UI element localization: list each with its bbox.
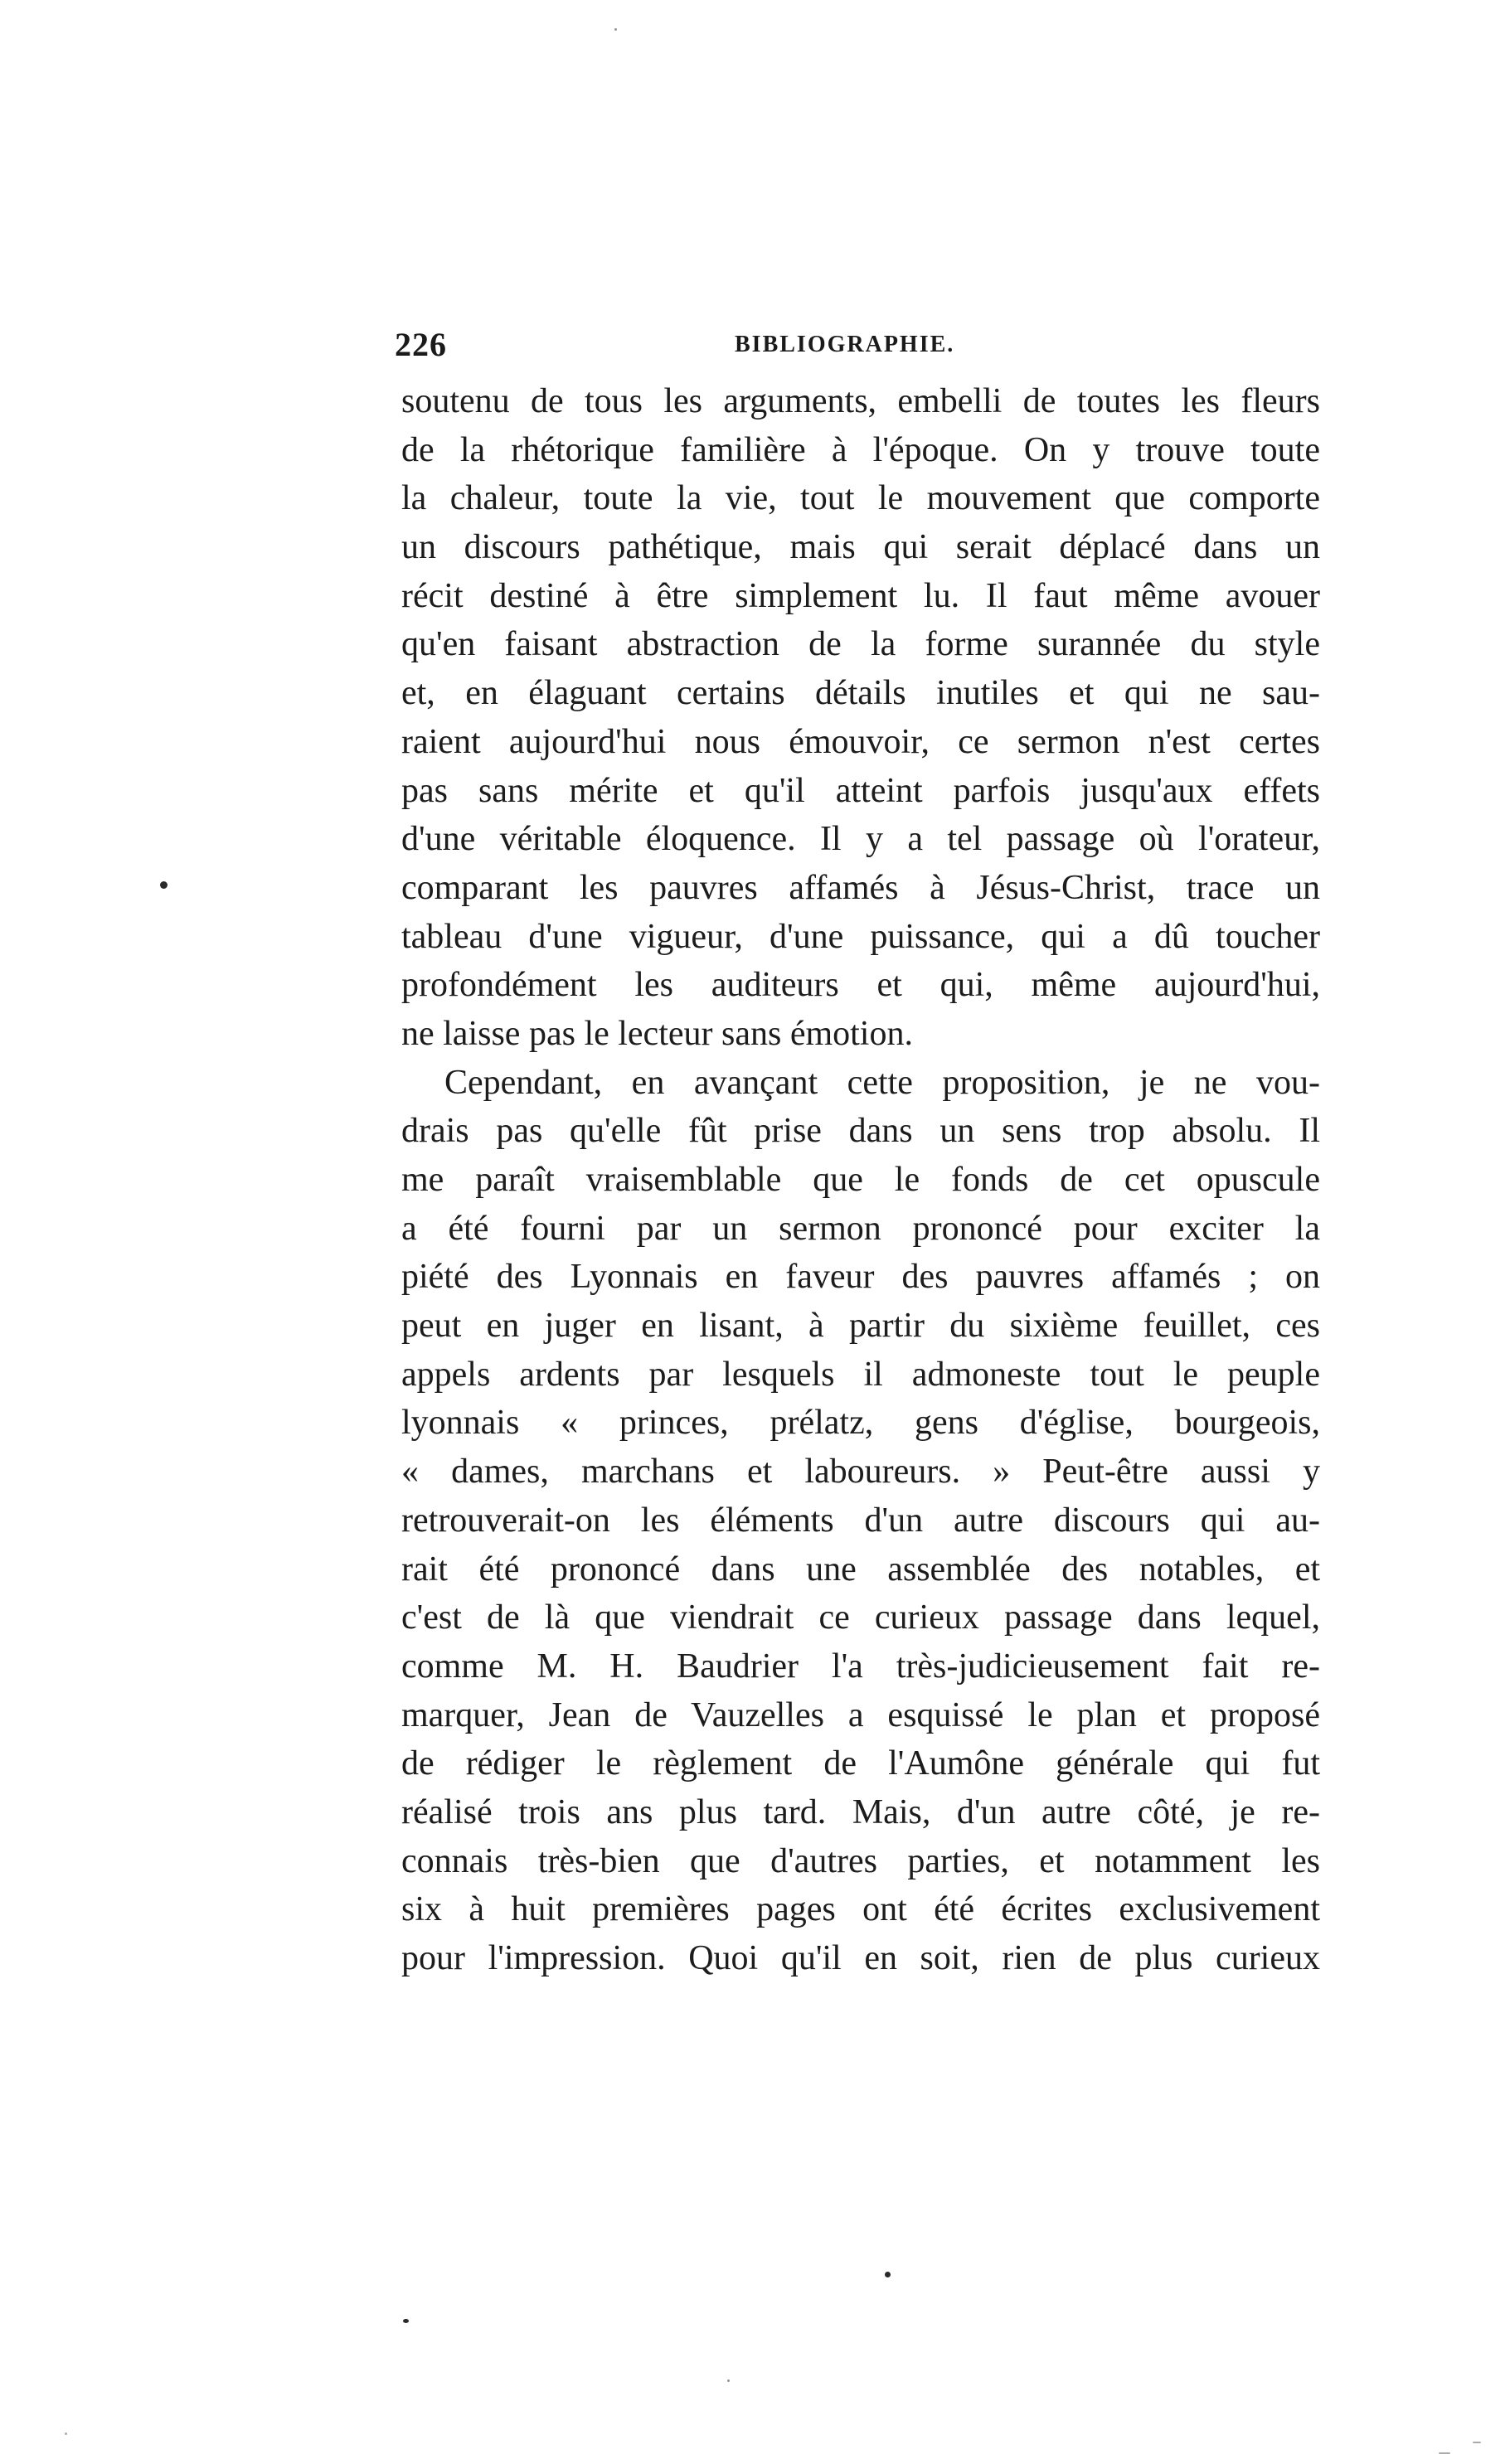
text-line: comme M. H. Baudrier l'a très-judicieusement fait re- xyxy=(401,1647,1320,1686)
text-line: profondément les auditeurs et qui, même aujourd'hui, xyxy=(401,966,1320,1005)
text-line: « dames, marchans et laboureurs. » Peut-être aussi y xyxy=(401,1453,1320,1491)
scan-speck xyxy=(403,2319,409,2323)
text-line: soutenu de tous les arguments, embelli de toutes les fleurs xyxy=(401,382,1320,420)
text-line: rait été prononcé dans une assemblée des notables, et xyxy=(401,1550,1320,1589)
text-line: a été fourni par un sermon prononcé pour exciter la xyxy=(401,1209,1320,1248)
text-line: tableau d'une vigueur, d'une puissance, qui a dû toucher xyxy=(401,917,1320,956)
scan-speck xyxy=(1473,2442,1481,2443)
text-line: drais pas qu'elle fût prise dans un sens trop absolu. Il xyxy=(401,1112,1320,1151)
text-line: c'est de là que viendrait ce curieux passage dans lequel, xyxy=(401,1598,1320,1637)
paragraph-2 xyxy=(401,1059,1320,1983)
text-line: pour l'impression. Quoi qu'il en soit, rien de plus curieux xyxy=(401,1939,1320,1977)
scan-speck xyxy=(1439,2452,1450,2454)
text-line: réalisé trois ans plus tard. Mais, d'un autre côté, je re- xyxy=(401,1792,1320,1831)
scan-speck xyxy=(614,28,617,31)
text-line: de la rhétorique familière à l'époque. On y trouve toute xyxy=(401,430,1320,469)
text-line: Cependant, en avançant cette proposition, je ne vou- xyxy=(444,1063,1320,1102)
scan-speck xyxy=(160,881,168,889)
text-line: pas sans mérite et qu'il atteint parfois jusqu'aux effets xyxy=(401,771,1320,810)
text-line: qu'en faisant abstraction de la forme surannée du style xyxy=(401,625,1320,664)
paragraph-1 xyxy=(401,377,1320,1059)
text-line: de rédiger le règlement de l'Aumône générale qui fut xyxy=(401,1744,1320,1783)
running-head xyxy=(395,325,1315,375)
text-line: me paraît vraisemblable que le fonds de cet opuscule xyxy=(401,1161,1320,1199)
text-line: un discours pathétique, mais qui serait déplacé dans un xyxy=(401,528,1320,567)
scan-speck xyxy=(727,2379,730,2382)
running-title: BIBLIOGRAPHIE. xyxy=(735,332,955,357)
text-line: marquer, Jean de Vauzelles a esquissé le plan et proposé xyxy=(401,1695,1320,1734)
text-line: piété des Lyonnais en faveur des pauvres affamés ; on xyxy=(401,1258,1320,1297)
text-line: ne laisse pas le lecteur sans émotion. xyxy=(401,1014,913,1053)
text-line: comparant les pauvres affamés à Jésus-Christ, trace un xyxy=(401,868,1320,907)
body-text xyxy=(401,377,1320,1983)
text-line: peut en juger en lisant, à partir du sixième feuillet, ces xyxy=(401,1307,1320,1346)
text-line: appels ardents par lesquels il admoneste tout le peuple xyxy=(401,1355,1320,1394)
text-line: d'une véritable éloquence. Il y a tel passage où l'orateur, xyxy=(401,820,1320,859)
scan-speck xyxy=(885,2272,891,2277)
text-line: connais très-bien que d'autres parties, et notamment les xyxy=(401,1841,1320,1880)
text-line: et, en élaguant certains détails inutiles et qui ne sau- xyxy=(401,674,1320,713)
text-line: la chaleur, toute la vie, tout le mouvement que comporte xyxy=(401,479,1320,518)
page-number: 226 xyxy=(395,326,447,363)
text-line: retrouverait-on les éléments d'un autre discours qui au- xyxy=(401,1501,1320,1540)
text-line: raient aujourd'hui nous émouvoir, ce sermon n'est certes xyxy=(401,722,1320,761)
text-line: récit destiné à être simplement lu. Il faut même avouer xyxy=(401,576,1320,615)
text-line: six à huit premières pages ont été écrites exclusivement xyxy=(401,1890,1320,1929)
text-line: lyonnais « princes, prélatz, gens d'église, bourgeois, xyxy=(401,1404,1320,1443)
scan-speck xyxy=(65,2432,67,2435)
